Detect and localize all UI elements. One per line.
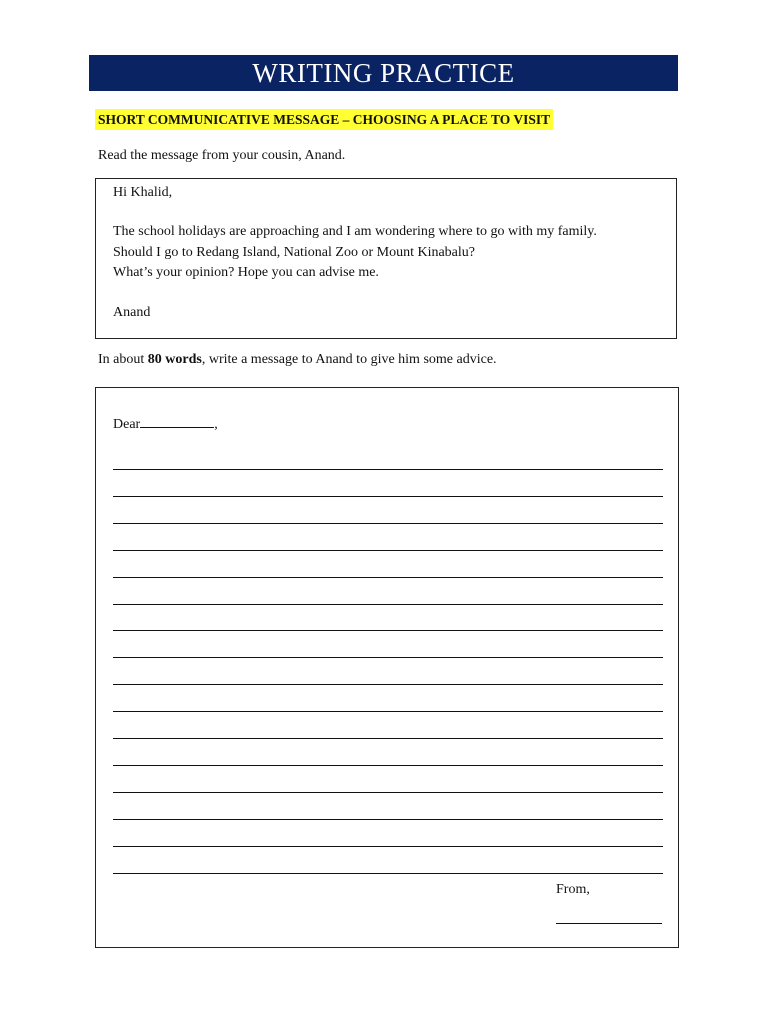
task-instruction [98,352,497,368]
cousin-message-box [95,178,677,339]
message-line: Should I go to Redang Island, National Zoo or Mount Kinabalu? [113,245,475,260]
answer-writing-box[interactable] [95,387,679,948]
message-line: The school holidays are approaching and I am wondering where to go with my family. [113,224,597,239]
salutation-comma: , [214,417,218,432]
writing-line[interactable] [113,711,663,712]
writing-line[interactable] [113,873,663,874]
writing-line[interactable] [113,496,663,497]
writing-line[interactable] [113,604,663,605]
writing-line[interactable] [113,469,663,470]
word-count-emphasis: 80 words [147,352,202,367]
closing-text: From, [556,882,590,897]
name-blank[interactable] [140,415,214,428]
message-signoff: Anand [113,305,151,320]
writing-line[interactable] [113,765,663,766]
instruction-before: In about [98,352,148,367]
page-title: WRITING PRACTICE [252,57,515,88]
writing-line[interactable] [113,630,663,631]
writing-line[interactable] [113,846,663,847]
writing-line[interactable] [113,819,663,820]
title-banner [89,55,678,91]
salutation-text: Dear [113,417,141,432]
writing-line[interactable] [113,738,663,739]
writing-line[interactable] [113,523,663,524]
writing-line[interactable] [113,684,663,685]
writing-line[interactable] [113,657,663,658]
writing-line[interactable] [113,792,663,793]
writing-line[interactable] [113,550,663,551]
instruction-after: , write a message to Anand to give him some advice. [201,352,497,367]
signature-line[interactable] [556,923,662,924]
writing-line[interactable] [113,577,663,578]
message-line: What’s your opinion? Hope you can advise me. [113,265,379,280]
message-greeting: Hi Khalid, [113,185,173,200]
salutation [113,415,218,433]
intro-text: Read the message from your cousin, Anand. [98,148,346,163]
section-subtitle: SHORT COMMUNICATIVE MESSAGE – CHOOSING A PLACE TO VISIT [95,109,553,130]
